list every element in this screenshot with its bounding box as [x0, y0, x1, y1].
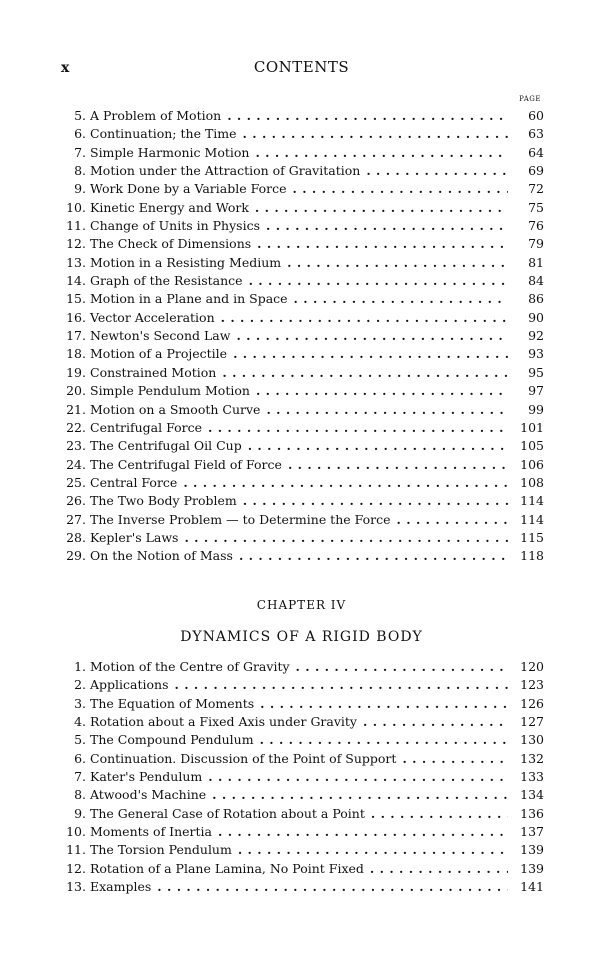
- dot-leader: [287, 254, 508, 272]
- toc-entry: [56, 750, 544, 768]
- toc-entry-number: 17.: [66, 328, 86, 344]
- toc-entry-title: Rotation of a Plane Lamina, No Point Fixed: [90, 860, 364, 876]
- toc-entry-number: 7.: [74, 769, 86, 785]
- toc-entry: [56, 254, 544, 272]
- toc-entry-page: 72: [528, 181, 544, 197]
- toc-entry: [56, 658, 544, 676]
- chapter-label: CHAPTER IV: [256, 598, 347, 612]
- toc-entry: [56, 437, 544, 455]
- toc-entry-title: The Two Body Problem: [90, 493, 237, 509]
- toc-entry-number: 6.: [74, 750, 86, 766]
- dot-leader: [183, 474, 508, 492]
- toc-entry-number: 6.: [74, 126, 86, 142]
- dot-leader: [222, 364, 508, 382]
- toc-entry-title: Continuation; the Time: [90, 126, 237, 142]
- toc-entry-title: Kepler's Laws: [90, 529, 179, 545]
- toc-entry-title: Kinetic Energy and Work: [90, 199, 249, 215]
- toc-entry-number: 27.: [66, 511, 86, 527]
- toc-entry-page: 106: [520, 456, 544, 472]
- toc-entry-number: 9.: [74, 181, 86, 197]
- toc-entry: [56, 456, 544, 474]
- toc-entry-title: Motion under the Attraction of Gravitation: [90, 163, 361, 179]
- page-column-label: PAGE: [519, 95, 541, 103]
- toc-entry-page: 136: [520, 805, 544, 821]
- toc-entry-number: 26.: [66, 493, 86, 509]
- dot-leader: [208, 419, 508, 437]
- toc-entry-title: Centrifugal Force: [90, 419, 202, 435]
- dot-leader: [293, 180, 509, 198]
- toc-entry: [56, 474, 544, 492]
- toc-entry-page: 114: [520, 493, 544, 509]
- toc-entry-page: 60: [528, 108, 544, 123]
- toc-entry: [56, 144, 544, 162]
- page-number: x: [61, 60, 70, 76]
- toc-entry-number: 29.: [66, 548, 86, 564]
- toc-entry-number: 22.: [66, 419, 86, 435]
- toc-entry-title: Moments of Inertia: [90, 824, 212, 840]
- toc-entry-page: 81: [528, 254, 544, 270]
- dot-leader: [248, 437, 508, 455]
- toc-entry-page: 97: [528, 383, 544, 399]
- toc-entry-page: 92: [528, 328, 544, 344]
- toc-entry-page: 95: [528, 364, 544, 380]
- dot-leader: [296, 658, 508, 676]
- toc-entry: [56, 327, 544, 345]
- toc-entry-title: Applications: [90, 677, 169, 693]
- toc-entry-page: 93: [528, 346, 544, 362]
- toc-entry-page: 75: [528, 199, 544, 215]
- toc-entry-title: Atwood's Machine: [90, 787, 207, 803]
- toc-entry-number: 16.: [66, 309, 86, 325]
- dot-leader: [257, 235, 508, 253]
- toc-entry-page: 118: [520, 548, 544, 564]
- dot-leader: [238, 841, 508, 859]
- toc-entry-title: Simple Pendulum Motion: [90, 383, 250, 399]
- toc-entry-page: 137: [520, 824, 544, 840]
- toc-entry: [56, 382, 544, 400]
- dot-leader: [371, 805, 508, 823]
- toc-entry-title: The Check of Dimensions: [90, 236, 252, 252]
- toc-entry-number: 7.: [74, 144, 86, 160]
- toc-entry-title: Examples: [90, 879, 152, 895]
- toc-entry-title: Vector Acceleration: [90, 309, 215, 325]
- dot-leader: [402, 750, 508, 768]
- toc-entry-title: The Centrifugal Field of Force: [90, 456, 282, 472]
- toc-entry-number: 21.: [66, 401, 86, 417]
- toc-entry-number: 8.: [74, 787, 86, 803]
- toc-entry-page: 115: [520, 529, 544, 545]
- toc-entry-title: Rotation about a Fixed Axis under Gravity: [90, 714, 357, 730]
- toc-entry-number: 10.: [66, 199, 86, 215]
- toc-entry: [56, 786, 544, 804]
- toc-entry-title: Kater's Pendulum: [90, 769, 203, 785]
- toc-entry: [56, 695, 544, 713]
- toc-entry-title: The Equation of Moments: [90, 695, 255, 711]
- dot-leader: [255, 199, 508, 217]
- toc-entry-title: The Inverse Problem — to Determine the Force: [90, 511, 391, 527]
- dot-leader: [218, 823, 508, 841]
- toc-entry-number: 12.: [66, 236, 86, 252]
- toc-entry-page: 63: [528, 126, 544, 142]
- toc-entry-number: 14.: [66, 273, 86, 289]
- toc-entry-title: Motion on a Smooth Curve: [90, 401, 261, 417]
- dot-leader: [175, 676, 509, 694]
- toc-entry-title: On the Notion of Mass: [90, 548, 233, 564]
- toc-entry-page: 64: [528, 144, 544, 160]
- dot-leader: [233, 345, 508, 363]
- toc-entry-page: 126: [520, 695, 544, 711]
- dot-leader: [397, 511, 508, 529]
- toc-entry: [56, 841, 544, 859]
- toc-entry-number: 25.: [66, 474, 86, 490]
- toc-entry-title: Motion of a Projectile: [90, 346, 228, 362]
- toc-entry-page: 86: [528, 291, 544, 307]
- dot-leader: [239, 547, 508, 565]
- toc-entry: [56, 860, 544, 878]
- dot-leader: [255, 144, 508, 162]
- toc-entry: [56, 345, 544, 363]
- toc-entry-page: 114: [520, 511, 544, 527]
- dot-leader: [227, 107, 508, 125]
- toc-entry: [56, 309, 544, 327]
- toc-entry-page: 108: [520, 474, 544, 490]
- dot-leader: [208, 768, 508, 786]
- toc-entry: [56, 125, 544, 143]
- toc-entry: [56, 511, 544, 529]
- toc-entry-title: Change of Units in Physics: [90, 218, 260, 234]
- toc-entry-page: 84: [528, 273, 544, 289]
- toc-entry-number: 11.: [66, 218, 86, 234]
- toc-entry-number: 13.: [66, 254, 86, 270]
- dot-leader: [294, 290, 508, 308]
- toc-entry: [56, 235, 544, 253]
- dot-leader: [236, 327, 508, 345]
- dot-leader: [212, 786, 508, 804]
- toc-entry-page: 132: [520, 750, 544, 766]
- toc-entry-number: 8.: [74, 163, 86, 179]
- toc-entry: [56, 529, 544, 547]
- toc-entry: [56, 823, 544, 841]
- toc-entry: [56, 364, 544, 382]
- toc-entry-title: Constrained Motion: [90, 364, 217, 380]
- toc-entry-page: 90: [528, 309, 544, 325]
- toc-entry: [56, 162, 544, 180]
- toc-entry: [56, 676, 544, 694]
- toc-entry-title: The General Case of Rotation about a Point: [90, 805, 365, 821]
- toc-entry-number: 13.: [66, 879, 86, 895]
- toc-list-section-a: [56, 107, 544, 566]
- toc-entry-page: 141: [520, 879, 544, 895]
- toc-entry-number: 24.: [66, 456, 86, 472]
- toc-entry-title: Motion of the Centre of Gravity: [90, 659, 290, 674]
- toc-entry: [56, 878, 544, 896]
- toc-entry: [56, 107, 544, 125]
- toc-entry-page: 139: [520, 860, 544, 876]
- toc-entry-page: 79: [528, 236, 544, 252]
- toc-entry-page: 123: [520, 677, 544, 693]
- toc-entry: [56, 199, 544, 217]
- dot-leader: [243, 125, 508, 143]
- dot-leader: [249, 272, 508, 290]
- toc-entry-title: A Problem of Motion: [90, 108, 222, 123]
- dot-leader: [243, 492, 508, 510]
- dot-leader: [370, 860, 508, 878]
- toc-entry: [56, 547, 544, 565]
- dot-leader: [260, 731, 508, 749]
- dot-leader: [288, 456, 508, 474]
- toc-entry: [56, 272, 544, 290]
- toc-entry-title: Motion in a Resisting Medium: [90, 254, 282, 270]
- toc-entry-number: 12.: [66, 860, 86, 876]
- toc-entry-number: 2.: [74, 677, 86, 693]
- toc-entry: [56, 419, 544, 437]
- dot-leader: [266, 217, 508, 235]
- toc-entry: [56, 768, 544, 786]
- toc-entry-number: 5.: [74, 108, 86, 123]
- toc-entry-number: 19.: [66, 364, 86, 380]
- dot-leader: [266, 401, 508, 419]
- dot-leader: [157, 878, 508, 896]
- toc-entry-title: Work Done by a Variable Force: [90, 181, 287, 197]
- toc-entry-number: 4.: [74, 714, 86, 730]
- toc-entry-title: Continuation. Discussion of the Point of Support: [90, 750, 397, 766]
- chapter-title: DYNAMICS OF A RIGID BODY: [180, 629, 423, 645]
- toc-entry: [56, 401, 544, 419]
- toc-list-chapter-iv: [56, 658, 544, 896]
- toc-entry-number: 1.: [74, 659, 86, 674]
- toc-entry-page: 133: [520, 769, 544, 785]
- toc-entry-page: 101: [520, 419, 544, 435]
- toc-entry: [56, 731, 544, 749]
- toc-entry-page: 127: [520, 714, 544, 730]
- toc-entry-number: 28.: [66, 529, 86, 545]
- toc-entry-page: 139: [520, 842, 544, 858]
- toc-entry-page: 134: [520, 787, 544, 803]
- running-title: CONTENTS: [253, 58, 350, 76]
- dot-leader: [184, 529, 508, 547]
- toc-entry-title: Central Force: [90, 474, 178, 490]
- toc-entry: [56, 180, 544, 198]
- toc-entry: [56, 290, 544, 308]
- toc-entry-page: 69: [528, 163, 544, 179]
- toc-entry-number: 3.: [74, 695, 86, 711]
- toc-entry-page: 130: [520, 732, 544, 748]
- toc-entry-number: 18.: [66, 346, 86, 362]
- toc-entry-page: 99: [528, 401, 544, 417]
- toc-entry-number: 5.: [74, 732, 86, 748]
- dot-leader: [366, 162, 508, 180]
- toc-entry-number: 10.: [66, 824, 86, 840]
- toc-entry-number: 23.: [66, 438, 86, 454]
- toc-entry: [56, 713, 544, 731]
- toc-entry: [56, 805, 544, 823]
- toc-entry-title: The Centrifugal Oil Cup: [90, 438, 242, 454]
- toc-entry-title: Newton's Second Law: [90, 328, 231, 344]
- toc-entry-page: 120: [520, 659, 544, 674]
- toc-entry-title: Simple Harmonic Motion: [90, 144, 250, 160]
- toc-entry-page: 105: [520, 438, 544, 454]
- dot-leader: [363, 713, 508, 731]
- toc-entry-number: 9.: [74, 805, 86, 821]
- toc-entry: [56, 492, 544, 510]
- toc-entry-page: 76: [528, 218, 544, 234]
- toc-entry-number: 11.: [66, 842, 86, 858]
- toc-entry-number: 15.: [66, 291, 86, 307]
- toc-entry-title: Motion in a Plane and in Space: [90, 291, 288, 307]
- toc-entry: [56, 217, 544, 235]
- dot-leader: [260, 695, 508, 713]
- toc-entry-title: The Compound Pendulum: [90, 732, 254, 748]
- toc-entry-title: The Torsion Pendulum: [90, 842, 232, 858]
- dot-leader: [256, 382, 508, 400]
- toc-entry-number: 20.: [66, 383, 86, 399]
- toc-entry-title: Graph of the Resistance: [90, 273, 243, 289]
- dot-leader: [221, 309, 508, 327]
